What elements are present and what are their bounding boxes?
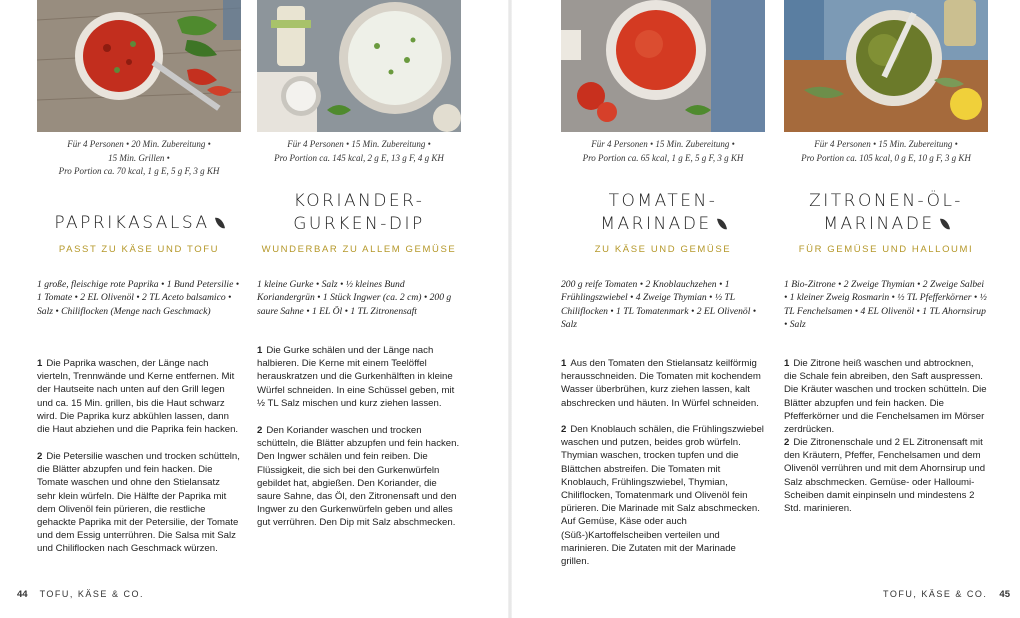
recipe-subtitle: WUNDERBAR ZU ALLEM GEMÜSE xyxy=(261,244,457,255)
step-number: 2 xyxy=(784,437,790,448)
step-text: Die Zitrone heiß waschen und abtrocknen, die Schale fein abreiben, den Saft auspressen. Die Kräuter waschen und trocken schütteln. Die Blätter abzupfen und fein hacken. Die Pfefferkörner und die Fenchelsamen im Mörser zerdrücken. xyxy=(784,358,987,436)
recipe-step-1 xyxy=(37,357,241,436)
meta-line: Für 4 Personen • 20 Min. Zubereitung • xyxy=(67,139,211,149)
step-number: 2 xyxy=(37,451,43,462)
recipe-subtitle: FÜR GEMÜSE UND HALLOUMI xyxy=(798,244,974,255)
ingredient-list: 200 g reife Tomaten • 2 Knoblauchzehen • 1 Frühlingszwiebel • 4 Zweige Thymian • ½ TL Chiliflocken • 1 TL Tomatenmark • 2 EL Olivenöl • Salz xyxy=(561,279,757,331)
meta-line: Pro Portion ca. 105 kcal, 0 g E, 10 g F, 3 g KH xyxy=(801,152,971,163)
recipe-photo-zitronen-oel-marinade xyxy=(784,0,988,132)
step-text: Aus den Tomaten den Stielansatz keilförmig herausschneiden. Die Tomaten mit kochendem Wasser überbrühen, kurz ziehen lassen, kalt abschrecken und häuten. In Würfel schneiden. xyxy=(561,358,761,409)
recipe-subtitle: ZU KÄSE UND GEMÜSE xyxy=(594,244,732,255)
step-text: Den Knoblauch schälen, die Frühlingszwiebel waschen und putzen, beides grob würfeln. Thymian waschen, trocken tupfen und die Blättchen abstreifen. Die Tomaten mit Knoblauch, Frühlingszwiebel, Thymian, Chiliflocken, Tomatenmark und Olivenöl fein pürieren. Die Marinade mit Salz abschmecken. Auf Gemüse, Käse oder auch (Süß-)Kartoffelscheiben verteilen und marinieren. Die Zutaten mit der Marinade grillen. xyxy=(561,424,764,568)
ingredient-list: 1 Bio-Zitrone • 2 Zweige Thymian • 2 Zweige Salbei • 1 kleiner Zweig Rosmarin • ½ TL Pfefferkörner • ½ TL Fenchelsamen • 4 EL Olivenöl • 1 TL Ahornsirup • Salz xyxy=(784,279,987,331)
recipe-title xyxy=(257,190,461,236)
recipe-step-2 xyxy=(257,424,461,530)
recipe-subtitle: PASST ZU KÄSE UND TOFU xyxy=(58,244,220,255)
meta-line: 15 Min. Grillen • xyxy=(108,152,170,163)
meta-line: Pro Portion ca. 145 kcal, 2 g E, 13 g F, 4 g KH xyxy=(274,152,444,163)
recipe-step-1 xyxy=(257,344,461,410)
recipe-meta xyxy=(561,138,765,165)
title-line: TOMATEN- xyxy=(608,191,718,211)
recipe-meta xyxy=(257,138,461,165)
meta-line: Pro Portion ca. 70 kcal, 1 g E, 5 g F, 3 g KH xyxy=(58,166,220,176)
step-text: Die Gurke schälen und der Länge nach halbieren. Die Kerne mit einem Teelöffel herauskratzen und die Gurkenhälften in kleine Würfel schneiden. In eine Schüssel geben, mit ½ TL Salz mischen und kurz ziehen lassen. xyxy=(257,345,455,409)
meta-line: Für 4 Personen • 15 Min. Zubereitung • xyxy=(287,139,431,149)
leaf-icon xyxy=(717,217,727,230)
recipe-meta xyxy=(784,138,988,165)
title-line: MARINADE xyxy=(600,214,712,234)
title-line: PAPRIKASALSA xyxy=(54,213,210,233)
step-number: 1 xyxy=(37,358,43,369)
meta-line: Für 4 Personen • 15 Min. Zubereitung • xyxy=(814,139,958,149)
title-line: KORIANDER- xyxy=(293,191,425,211)
footer-right xyxy=(883,589,1010,600)
recipe-step-2 xyxy=(37,450,241,556)
step-number: 1 xyxy=(257,345,263,356)
step-text: Den Koriander waschen und trocken schütteln, die Blätter abzupfen und fein hacken. Den Ingwer schälen und fein reiben. Die Flüssigkeit, die sich bei den Gurkenwürfeln gebildet hat, abgießen. Den Koriander, die saure Sahne, das Öl, den Zitronensaft und den Ingwer zu den Gurkenwürfeln geben und alles gut verrühren. Den Dip mit Salz abschmecken. xyxy=(257,425,460,529)
recipe-photo-koriander-gurken-dip xyxy=(257,0,461,132)
step-text: Die Zitronenschale und 2 EL Zitronensaft mit den Kräutern, Pfeffer, Fenchelsamen und dem Olivenöl verrühren und mit dem Ahornsirup und Salz abschmecken. Gemüse- oder Halloumi-Scheiben damit einpinseln und mindestens 2 Std. marinieren. xyxy=(784,437,986,515)
recipe-step-2 xyxy=(561,423,765,568)
title-line: GURKEN-DIP xyxy=(293,214,425,234)
recipe-title xyxy=(784,190,988,236)
meta-line: Für 4 Personen • 15 Min. Zubereitung • xyxy=(591,139,735,149)
step-number: 2 xyxy=(257,425,263,436)
recipe-photo-tomaten-marinade xyxy=(561,0,765,132)
recipe-step-2 xyxy=(784,436,988,515)
ingredient-list: 1 große, fleischige rote Paprika • 1 Bund Petersilie • 1 Tomate • 2 EL Olivenöl • 2 TL Aceto balsamico • Salz • Chiliflocken (Menge nach Geschmack) xyxy=(37,279,240,317)
footer-left xyxy=(17,589,144,600)
ingredient-list: 1 kleine Gurke • Salz • ½ kleines Bund Koriandergrün • 1 Stück Ingwer (ca. 2 cm) • 200 g saure Sahne • 1 EL Öl • 1 TL Zitronensaft xyxy=(257,279,452,317)
step-number: 1 xyxy=(784,358,790,369)
recipe-title xyxy=(37,212,241,235)
step-number: 2 xyxy=(561,424,567,435)
page-number: 45 xyxy=(999,589,1010,600)
title-line: ZITRONEN-ÖL- xyxy=(809,191,963,211)
recipe-step-1 xyxy=(784,357,988,436)
recipe-title xyxy=(561,190,765,236)
section-name: TOFU, KÄSE & CO. xyxy=(39,589,144,599)
step-number: 1 xyxy=(561,358,567,369)
meta-line: Pro Portion ca. 65 kcal, 1 g E, 5 g F, 3 g KH xyxy=(582,152,744,163)
section-name: TOFU, KÄSE & CO. xyxy=(883,589,988,599)
recipe-meta xyxy=(37,138,241,179)
step-text: Die Paprika waschen, der Länge nach vierteln, Trennwände und Kerne entfernen. Mit der Hautseite nach unten auf den Grill legen und ca. 15 Min. grillen, bis die Haut schwarz wird. Die Paprika kurz abkühlen lassen, dann die Haut abziehen und die Paprika fein hacken. xyxy=(37,358,239,436)
leaf-icon xyxy=(940,217,950,230)
step-text: Die Petersilie waschen und trocken schütteln, die Blätter abzupfen und fein hacken. Die Tomate waschen und ohne den Stielansatz sehr klein würfeln. Die Hälfte der Paprika mit dem Olivenöl fein pürieren, die restliche gehackte Paprika mit der Petersilie, der Tomate und dem Essig unterrühren. Die Salsa mit Salz und Chiliflocken nach Geschmack würzen. xyxy=(37,451,240,555)
recipe-photo-paprikasalsa xyxy=(37,0,241,132)
recipe-step-1 xyxy=(561,357,765,410)
page-number: 44 xyxy=(17,589,28,600)
leaf-icon xyxy=(215,216,225,229)
title-line: MARINADE xyxy=(823,214,935,234)
book-gutter xyxy=(508,0,512,618)
